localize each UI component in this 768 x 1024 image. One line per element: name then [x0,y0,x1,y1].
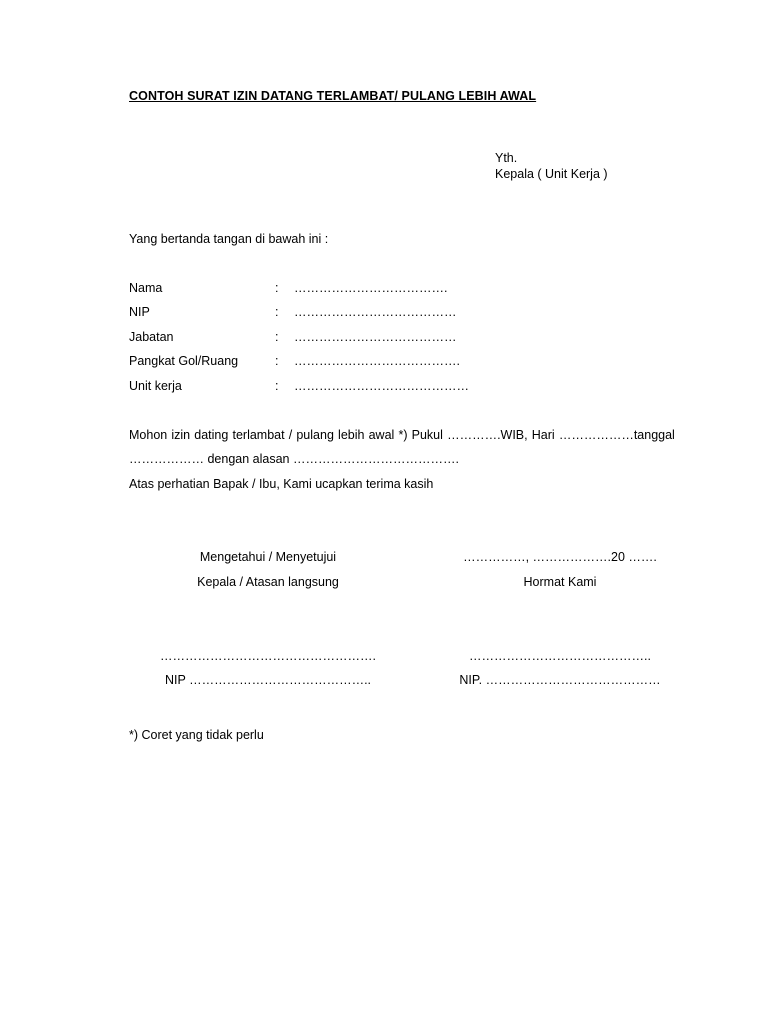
body-word: ………………tanggal [558,428,675,442]
body-word: / [288,428,293,442]
body-word: Hari [531,428,555,442]
addressee-recipient: Kepala ( Unit Kerja ) [495,167,608,181]
field-colon: : [275,281,279,295]
field-colon: : [275,330,279,344]
signature-left-acknowledge: Mengetahui / Menyetujui [199,550,337,564]
addressee-greeting: Yth. [495,151,518,165]
signature-right-closing: Hormat Kami [523,575,597,589]
field-colon: : [275,379,279,393]
body-word: terlambat [232,428,285,442]
body-word: ………….WIB, [447,428,528,442]
body-closing-line: Atas perhatian Bapak / Ibu, Kami ucapkan terima kasih [129,477,434,491]
signature-left-role: Kepala / Atasan langsung [197,575,339,589]
field-label-pangkat: Pangkat Gol/Ruang [129,354,239,368]
body-word: lebih [338,428,365,442]
signature-left-nip-line: NIP …………………………………….. [164,673,372,687]
field-label-nama: Nama [129,281,163,295]
field-value-nama: ………………………………. [294,281,448,295]
field-value-pangkat: …………………………………. [294,354,460,368]
body-word: awal [368,428,395,442]
body-word: *) [398,428,408,442]
field-value-nip: ………………………………… [294,305,457,319]
field-colon: : [275,305,279,319]
signature-right-nip-line: NIP. …………………………………… [459,673,661,687]
intro-text: Yang bertanda tangan di bawah ini : [129,232,329,246]
signature-left-name-line: ……………………………………………. [160,649,376,663]
body-paragraph-line2: ……………… dengan alasan …………………………………. [129,452,459,466]
signature-right-name-line: …………………………………….. [469,649,651,663]
field-colon: : [275,354,279,368]
field-label-jabatan: Jabatan [129,330,174,344]
signature-right-date-line: ……………, ……………….20 ……. [463,550,657,564]
body-word: dating [194,428,229,442]
field-value-jabatan: ………………………………… [294,330,457,344]
footnote: *) Coret yang tidak perlu [129,728,264,742]
field-label-nip: NIP [129,305,150,319]
body-word: Mohon [129,428,168,442]
body-paragraph-line1 [129,427,675,443]
field-label-unit-kerja: Unit kerja [129,379,182,393]
field-value-unit-kerja: …………………………………… [294,379,469,393]
body-word: pulang [296,428,334,442]
body-word: Pukul [411,428,443,442]
document-title: CONTOH SURAT IZIN DATANG TERLAMBAT/ PULANG LEBIH AWAL [129,89,537,103]
body-word: izin [171,428,191,442]
